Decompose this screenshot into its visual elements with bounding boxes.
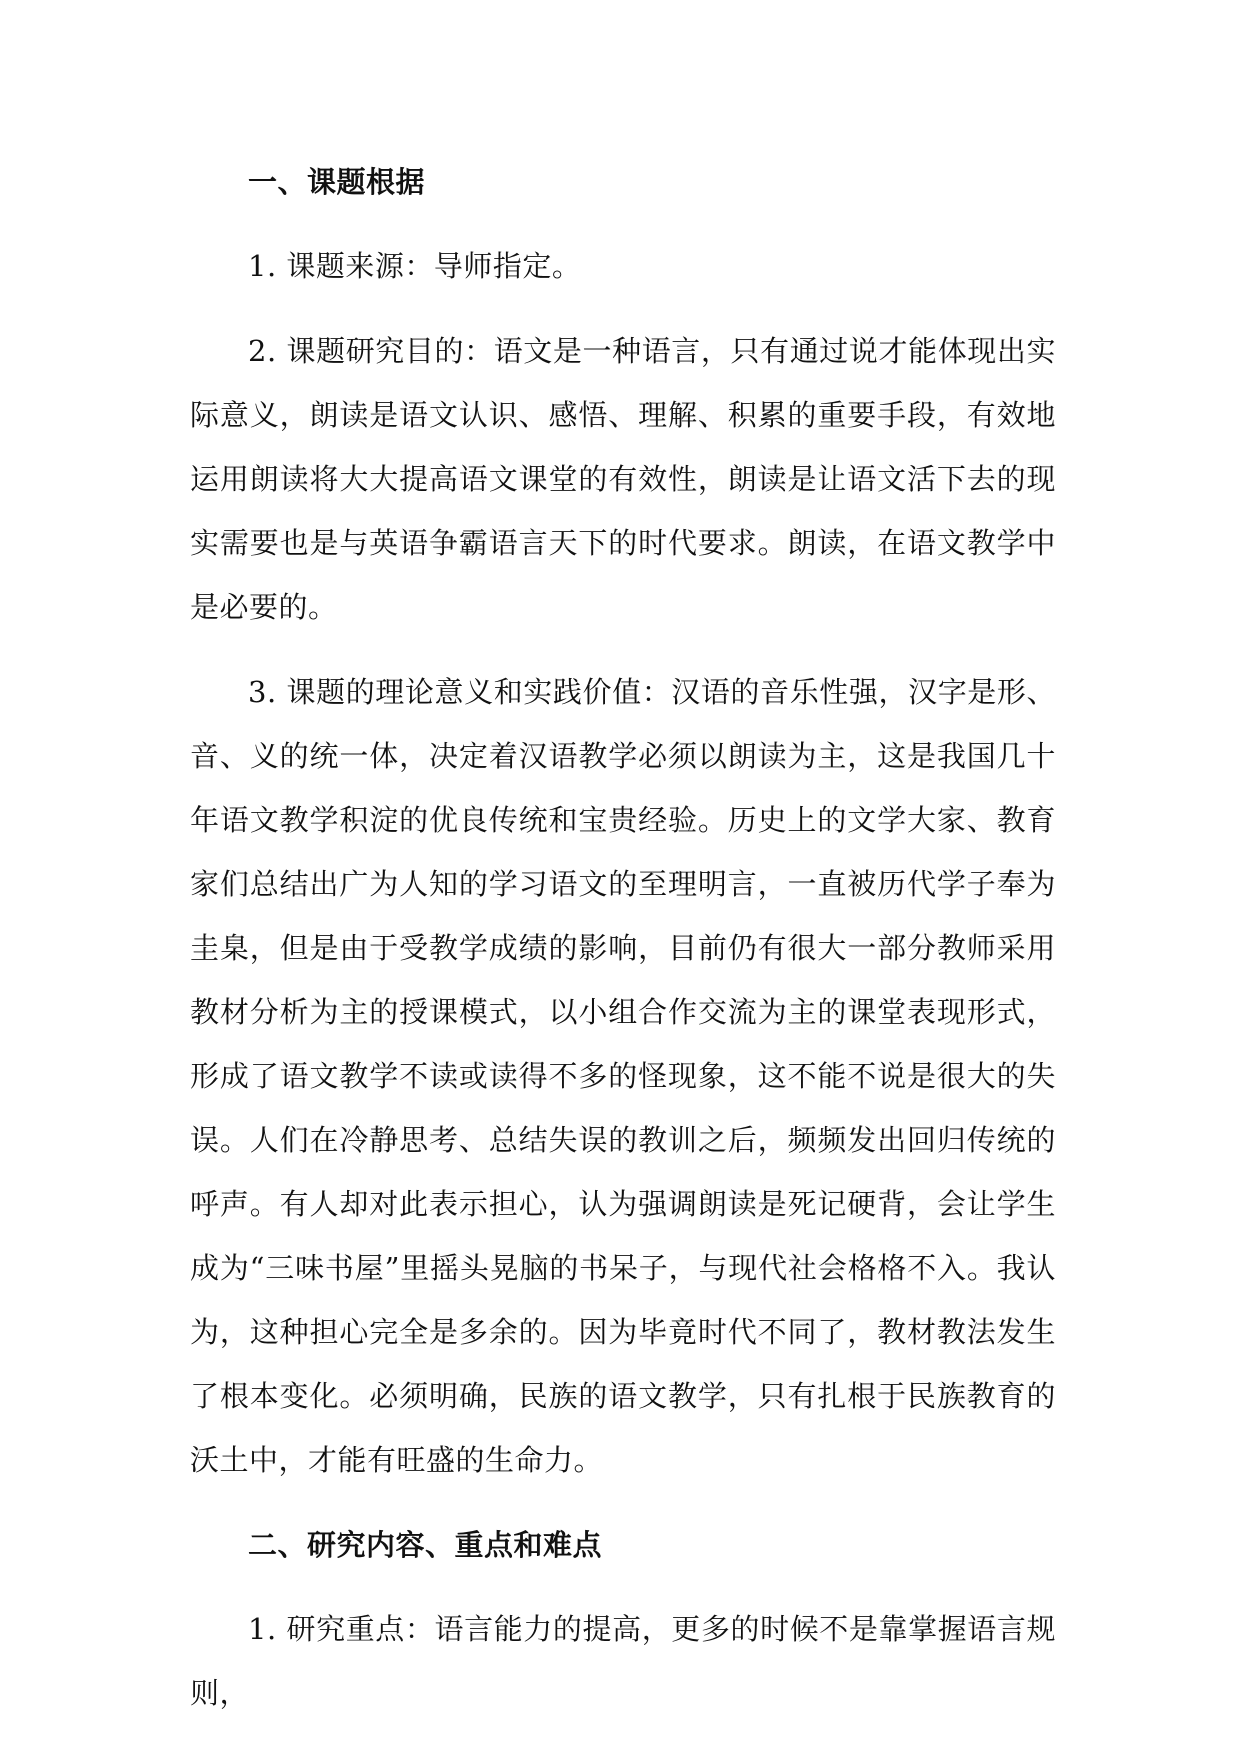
document-body xyxy=(190,150,1056,1746)
paragraph-theoretical-significance: 3. 课题的理论意义和实践价值：汉语的音乐性强，汉字是形、音、义的统一体，决定着汉语教学必须以朗读为主，这是我国几十年语文教学积淀的优良传统和宝贵经验。历史上的文学大家、教育家们总结出广为人知的学习语文的至理明言，一直被历代学子奉为圭臬，但是由于受教学成绩的影响，目前仍有很大一部分教师采用教材分析为主的授课模式，以小组合作交流为主的课堂表现形式，形成了语文教学不读或读得不多的怪现象，这不能不说是很大的失误。人们在冷静思考、总结失误的教训之后，频频发出回归传统的呼声。有人却对此表示担心，认为强调朗读是死记硬背，会让学生成为“三味书屋”里摇头晃脑的书呆子，与现代社会格格不入。我认为，这种担心完全是多余的。因为毕竟时代不同了，教材教法发生了根本变化。必须明确，民族的语文教学，只有扎根于民族教育的沃土中，才能有旺盛的生命力。 xyxy=(190,675,1056,1477)
paragraph-research-focus: 1. 研究重点：语言能力的提高，更多的时候不是靠掌握语言规则， xyxy=(190,1612,1056,1710)
paragraph-topic-source: 1. 课题来源：导师指定。 xyxy=(248,249,582,283)
section-heading-1: 一、课题根据 xyxy=(248,165,426,199)
paragraph-research-purpose: 2. 课题研究目的：语文是一种语言，只有通过说才能体现出实际意义，朗读是语文认识、感悟、理解、积累的重要手段，有效地运用朗读将大大提高语文课堂的有效性，朗读是让语文活下去的现实需要也是与英语争霸语言天下的时代要求。朗读，在语文教学中是必要的。 xyxy=(190,334,1056,624)
section-heading-2: 二、研究内容、重点和难点 xyxy=(248,1528,603,1562)
